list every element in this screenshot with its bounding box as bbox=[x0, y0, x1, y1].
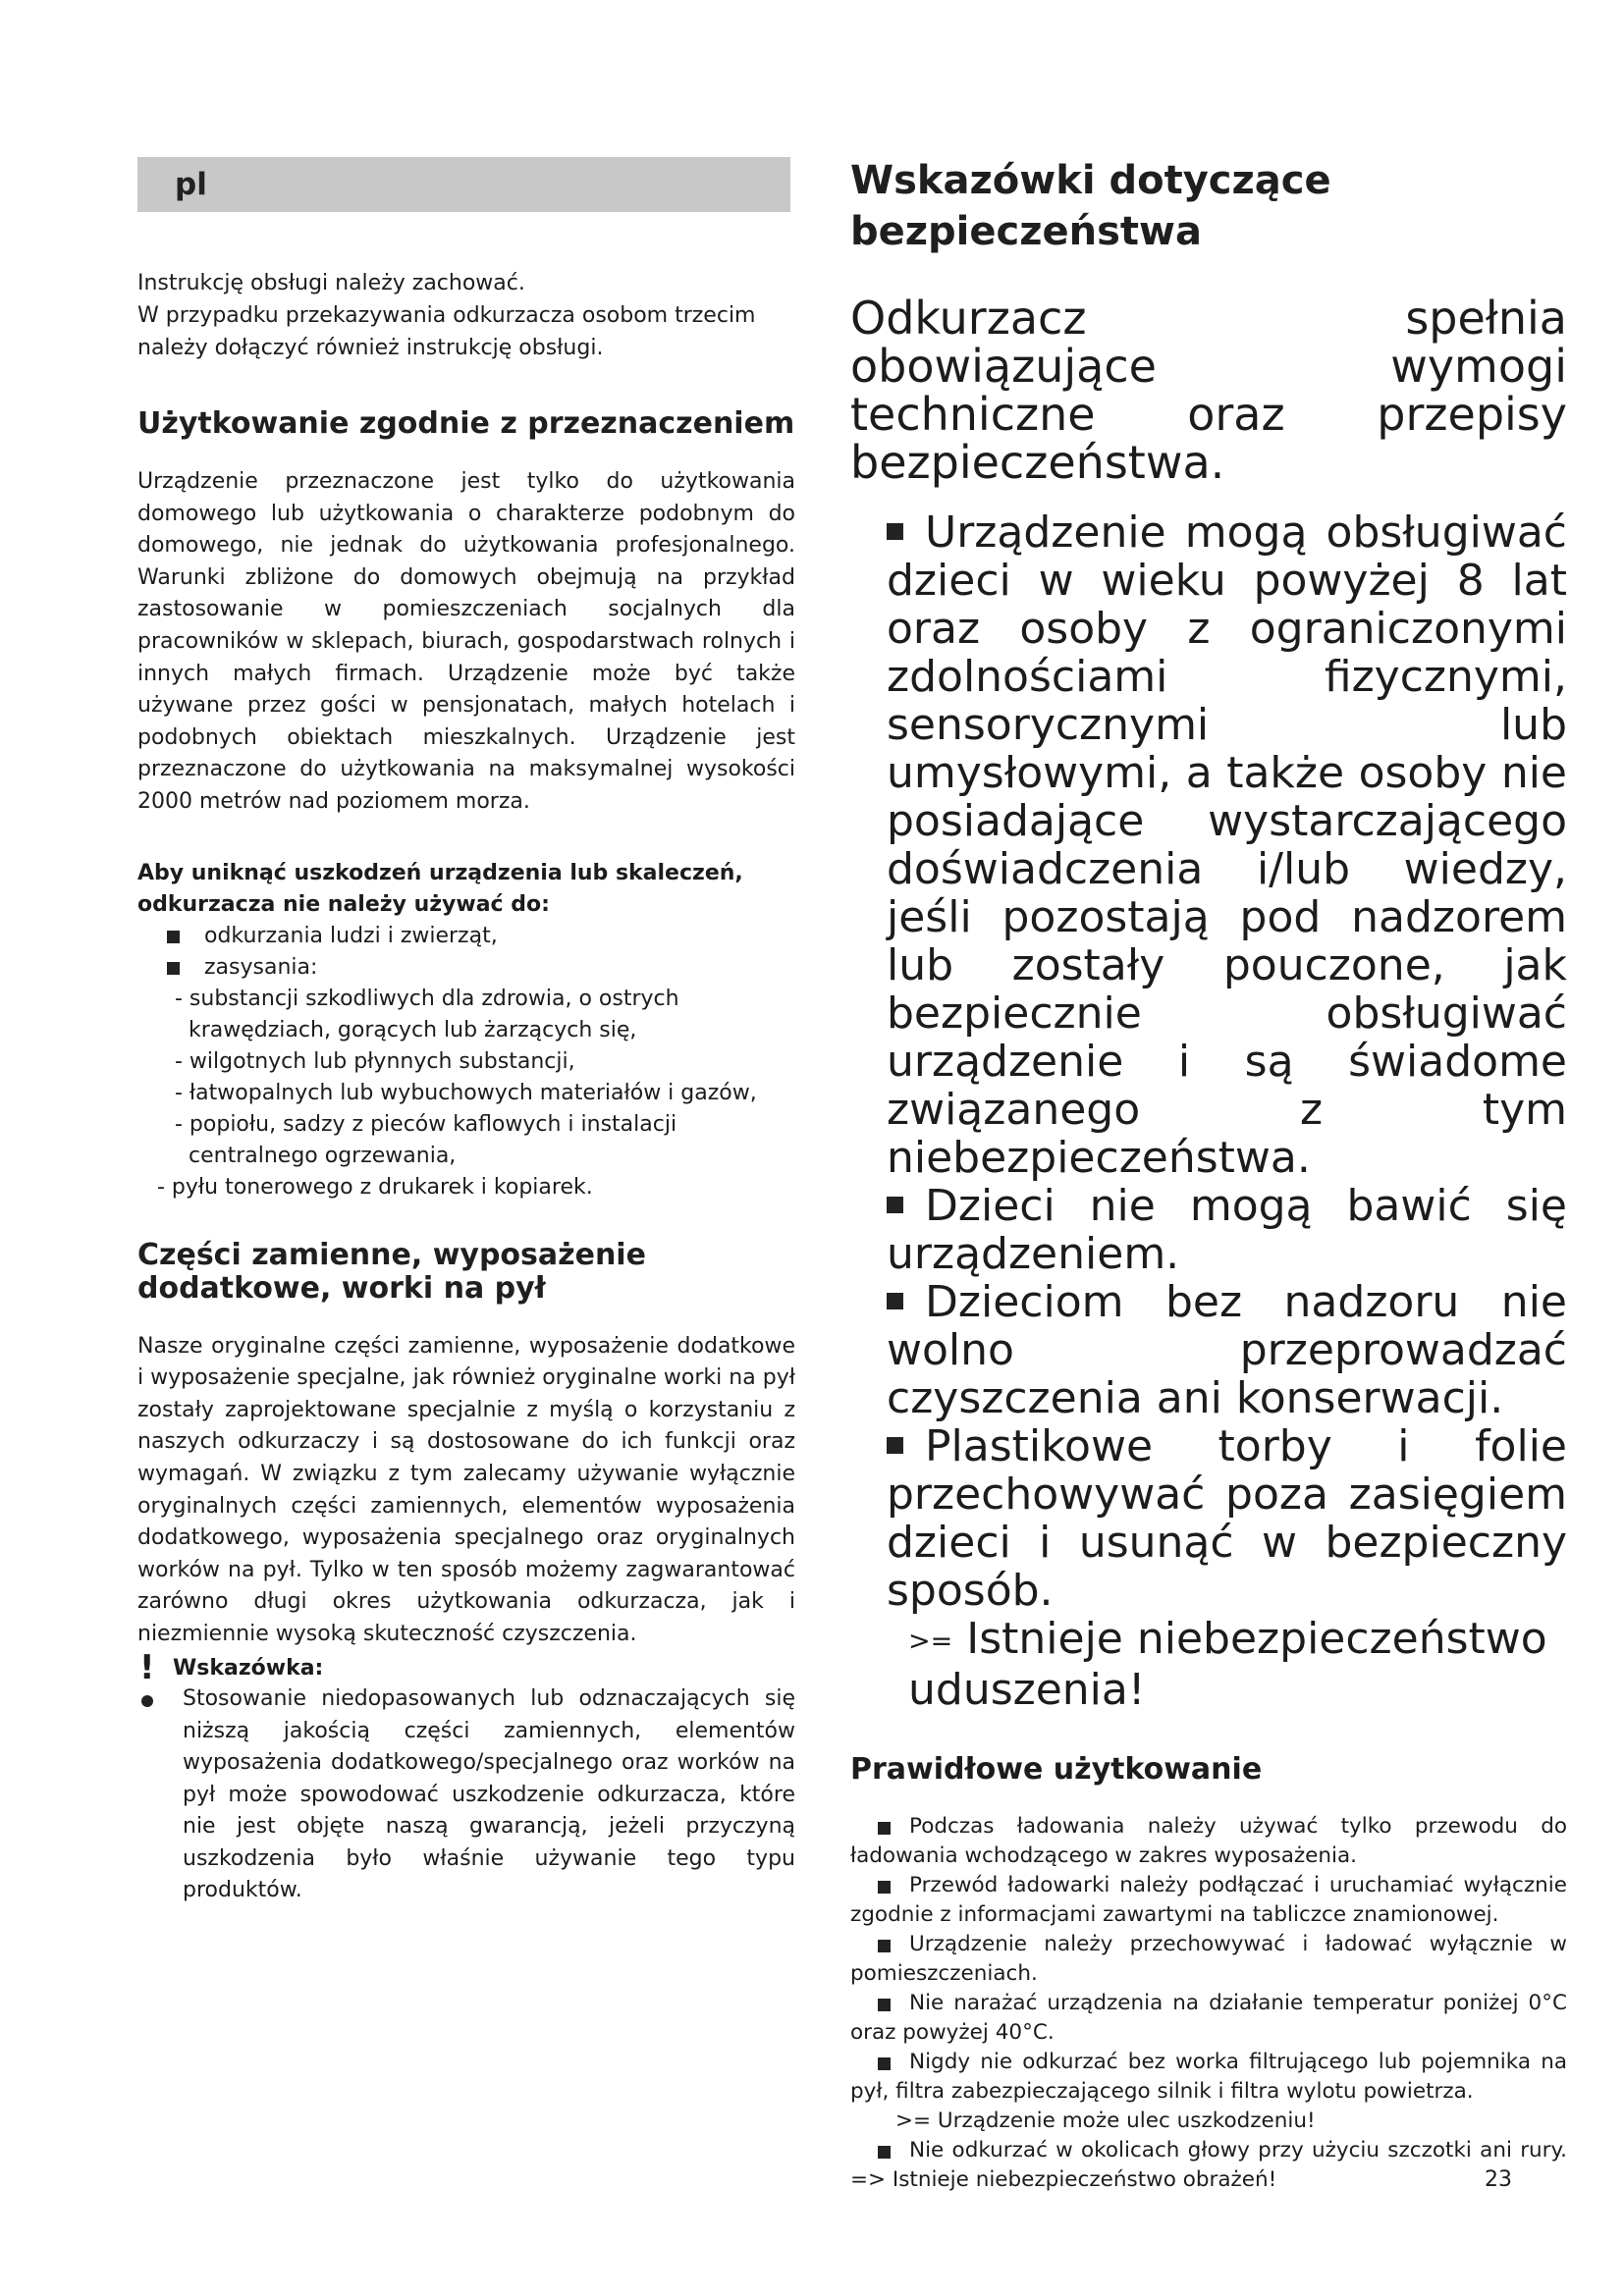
list-item: Przewód ładowarki należy podłączać i uruchamiać wyłącznie zgodnie z informacjami zawartymi na tabliczce znamionowej. bbox=[850, 1871, 1567, 1930]
exclamation-icon: ! bbox=[139, 1648, 155, 1688]
square-bullet-icon bbox=[887, 523, 903, 540]
list-item: Nie narażać urządzenia na działanie temperatur poniżej 0°C oraz powyżej 40°C. bbox=[850, 1989, 1567, 2048]
sub-list-item: - wilgotnych lub płynnych substancji, bbox=[175, 1048, 575, 1074]
note-heading-label: Wskazówka: bbox=[173, 1656, 324, 1682]
intro-line: Instrukcję obsługi należy zachować. bbox=[137, 271, 525, 295]
usage-body: Urządzenie przeznaczone jest tylko do użytkowania domowego lub użytkowania o charakterze podobnym do domowego, nie jednak do użytkowania profesjonalnego. Warunki zbliżone do domowych obejmują na przykład zastosowanie w pomieszczeniach socjalnych dla pracowników w sklepach, biurach, gospodarstwach rolnych i innych małych firmach. Urządzenie może być także używane przez gości w pensjonatach, małych hotelach i podobnych obiektach mieszkalnych. Urządzenie jest przeznaczone do użytkowania na maksymalnej wysokości 2000 metrów nad poziomem morza. bbox=[137, 469, 795, 814]
square-bullet-icon bbox=[887, 1437, 903, 1454]
usage-heading: Użytkowanie zgodnie z przeznaczeniem bbox=[137, 406, 795, 441]
parts-body: Nasze oryginalne części zamienne, wyposażenie dodatkowe i wyposażenie specjalne, jak również oryginalne worki na pył zostały zaprojektowane specjalnie z myślą o korzystaniu z naszych odkurzaczy i są dostosowane do ich funkcji oraz wymagań. W związku z tym zalecamy używanie wyłącznie oryginalnych części zamiennych, elementów wyposażenia dodatkowego, wyposażenia specjalnego oraz oryginalnych worków na pył. Tylko w ten sposób możemy zagwarantować zarówno długi okres użytkowania odkurzacza, jak i niezmiennie wysoką skuteczność czyszczenia. bbox=[137, 1333, 795, 1646]
suffocation-warning bbox=[887, 1615, 1567, 1714]
safety-item bbox=[887, 1422, 1567, 1615]
note-body: Stosowanie niedopasowanych lub odznaczających się niższą jakością części zamiennych, elementów wyposażenia dodatkowego/specjalnego oraz worków na pył może spowodować uszkodzenie odkurzacza, które nie jest objęte naszą gwarancją, jeżeli przyczyną uszkodzenia było właśnie używanie tego typu produktów. bbox=[137, 1683, 795, 1907]
usage-warning-heading: Aby uniknąć uszkodzeń urządzenia lub skaleczeń, odkurzacza nie należy używać do: bbox=[137, 860, 743, 917]
list-item: zasysania: bbox=[137, 952, 795, 984]
note-heading bbox=[137, 1648, 795, 1688]
list-item: Podczas ładowania należy używać tylko przewodu do ładowania wchodzącego w zakres wyposażenia. bbox=[850, 1812, 1567, 1871]
proper-use-list-end bbox=[850, 2136, 1567, 2195]
list-item: Urządzenie należy przechowywać i ładować wyłącznie w pomieszczeniach. bbox=[850, 1930, 1567, 1989]
square-bullet-icon bbox=[887, 1197, 903, 1213]
intro-text bbox=[137, 267, 795, 364]
list-item: Nie odkurzać w okolicach głowy przy użyciu szczotki ani rury. => Istnieje niebezpieczeństwo obrażeń! bbox=[850, 2136, 1567, 2195]
safety-item bbox=[887, 1278, 1567, 1422]
right-column bbox=[850, 155, 1567, 2195]
sub-list-item: - substancji szkodliwych dla zdrowia, o ostrych krawędziach, gorących lub żarzących się, bbox=[175, 986, 679, 1042]
safety-list bbox=[850, 508, 1567, 1714]
safety-item-text: Dzieciom bez nadzoru nie wolno przeprowadzać czyszczenia ani konserwacji. bbox=[887, 1277, 1567, 1423]
page-number: 23 bbox=[1485, 2167, 1512, 2192]
left-column bbox=[137, 157, 795, 1907]
safety-item bbox=[887, 508, 1567, 1182]
list-item: odkurzania ludzi i zwierząt, bbox=[137, 921, 795, 952]
proper-use-list bbox=[850, 1812, 1567, 2107]
parts-heading: Części zamienne, wyposażenie dodatkowe, worki na pył bbox=[137, 1237, 646, 1306]
sub-list-item: - pyłu tonerowego z drukarek i kopiarek. bbox=[157, 1174, 593, 1200]
sub-list-item: - łatwopalnych lub wybuchowych materiałów i gazów, bbox=[175, 1080, 757, 1105]
damage-warning: >= Urządzenie może ulec uszkodzeniu! bbox=[895, 2108, 1316, 2133]
language-bar bbox=[137, 157, 790, 212]
safety-intro: Odkurzacz spełnia obowiązujące wymogi techniczne oraz przepisy bezpieczeństwa. bbox=[850, 292, 1567, 489]
safety-item-text: Urządzenie mogą obsługiwać dzieci w wieku powyżej 8 lat oraz osoby z ograniczonymi zdolnościami fizycznymi, sensorycznymi lub umysłowymi, a także osoby nie posiadające wystarczającego doświadczenia i/lub wiedzy, jeśli pozostają pod nadzorem lub zostały pouczone, jak bezpiecznie obsługiwać urządzenie i są świadome związanego z tym niebezpieczeństwa. bbox=[887, 507, 1567, 1183]
safety-heading: Wskazówki dotyczące bezpieczeństwa bbox=[850, 158, 1331, 254]
list-item: Nigdy nie odkurzać bez worka filtrującego lub pojemnika na pył, filtra zabezpieczającego silnik i filtra wylotu powietrza. bbox=[850, 2048, 1567, 2107]
language-label: pl bbox=[175, 167, 207, 202]
warning-arrow: >= bbox=[908, 1626, 953, 1657]
safety-item bbox=[887, 1182, 1567, 1278]
safety-item-text: Plastikowe torby i folie przechowywać poza zasięgiem dzieci i usunąć w bezpieczny sposób. bbox=[887, 1421, 1567, 1616]
usage-list bbox=[137, 921, 795, 984]
safety-item-text: Dzieci nie mogą bawić się urządzeniem. bbox=[887, 1181, 1567, 1279]
warning-text: Istnieje niebezpieczeństwo uduszenia! bbox=[908, 1614, 1547, 1715]
sub-list-item: - popiołu, sadzy z pieców kaflowych i instalacji centralnego ogrzewania, bbox=[175, 1111, 677, 1168]
intro-line: W przypadku przekazywania odkurzacza osobom trzecim należy dołączyć również instrukcję obsługi. bbox=[137, 303, 756, 360]
square-bullet-icon bbox=[887, 1293, 903, 1309]
proper-use-heading: Prawidłowe użytkowanie bbox=[850, 1751, 1263, 1787]
